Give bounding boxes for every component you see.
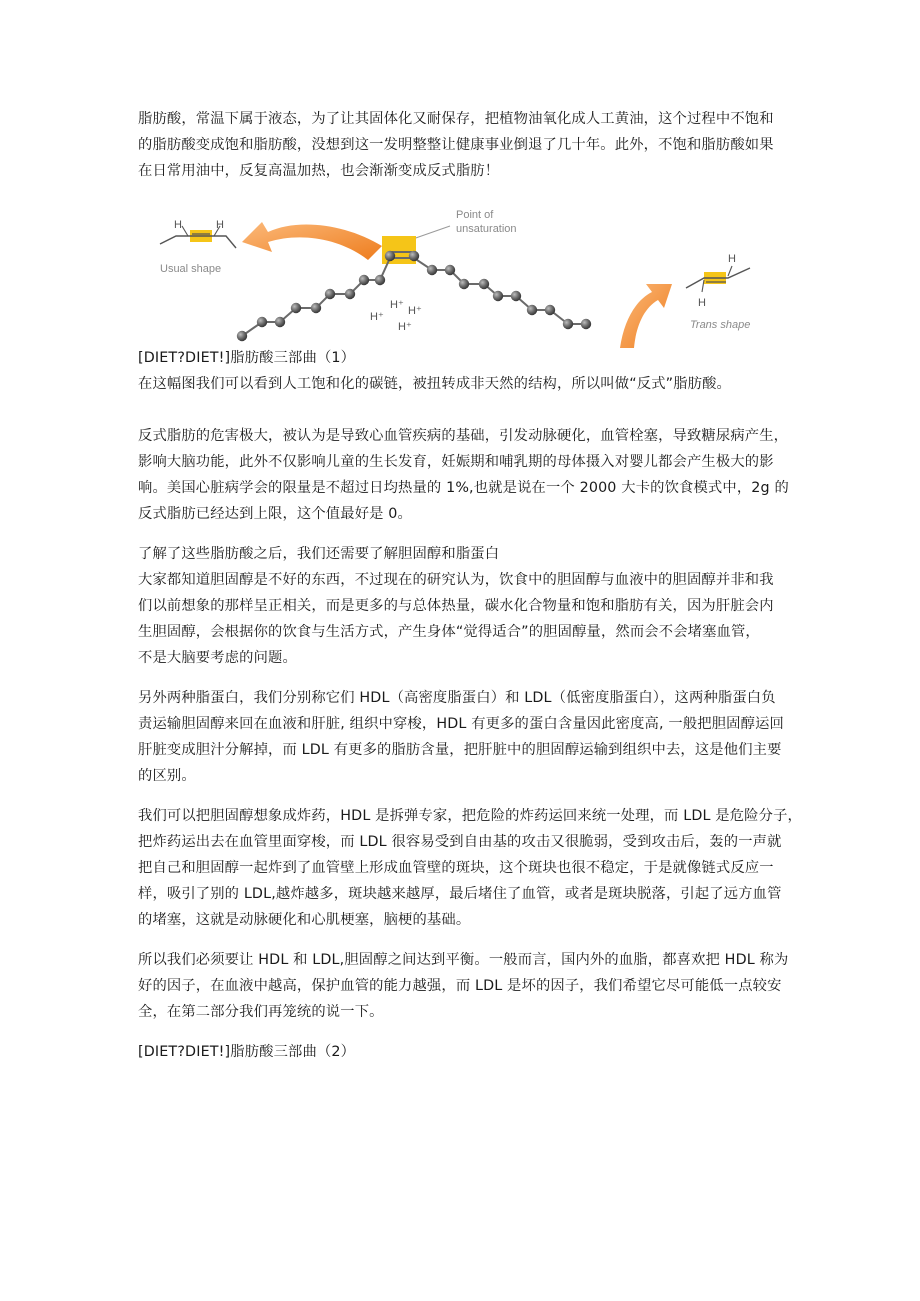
figure-caption-2 [138, 1039, 788, 1065]
text-line: 我们可以把胆固醇想象成炸药，HDL 是拆弹专家，把危险的炸药运回来统一处理，而 LDL 是危险分子， [138, 808, 802, 824]
hydrogen-label: H [728, 253, 736, 265]
paragraph-explosive-analogy [138, 803, 802, 933]
text-line: 把炸药运出去在血管里面穿梭，而 LDL 很容易受到自由基的攻击又很脆弱，受到攻击后，轰的一声就 [138, 834, 782, 850]
usual-shape-label: Usual shape [160, 263, 222, 275]
trans-shape-molecule [686, 253, 750, 331]
trans-fat-molecule-figure [150, 196, 780, 348]
paragraph-cholesterol [138, 541, 788, 671]
paragraph-intro [138, 106, 788, 184]
text-line: 生胆固醇，会根据你的饮食与生活方式，产生身体“觉得适合”的胆固醇量，然而会不会堵塞血管， [138, 624, 760, 640]
caption-text: [DIET?DIET!]脂肪酸三部曲（2） [138, 1044, 356, 1060]
hydrogen-label: H [174, 219, 182, 231]
text-line: 肝脏变成胆汁分解掉，而 LDL 有更多的脂肪含量，把肝脏中的胆固醇运输到组织中去，这是他们主要 [138, 742, 782, 758]
text-line: 所以我们必须要让 HDL 和 LDL,胆固醇之间达到平衡。一般而言，国内外的血脂，都喜欢把 HDL 称为 [138, 952, 789, 968]
text-line: 反式脂肪已经达到上限，这个值最好是 0。 [138, 506, 412, 522]
usual-shape-molecule [160, 219, 236, 275]
text-line: 了解了这些脂肪酸之后，我们还需要了解胆固醇和脂蛋白 [138, 546, 500, 562]
text-line: 的区别。 [138, 768, 196, 784]
text-line: 们以前想象的那样呈正相关，而是更多的与总体热量，碳水化合物量和饱和脂肪有关，因为肝脏会内 [138, 598, 774, 614]
figure-caption-1 [138, 345, 788, 397]
paragraph-trans-fat-harm [138, 423, 788, 527]
text-line: 样，吸引了别的 LDL,越炸越多，斑块越来越厚，最后堵住了血管，或者是斑块脱落，引起了远方血管 [138, 886, 782, 902]
text-line: 把自己和胆固醇一起炸到了血管壁上形成血管壁的斑块，这个斑块也很不稳定，于是就像链式反应一 [138, 860, 774, 876]
text-line: 大家都知道胆固醇是不好的东西，不过现在的研究认为，饮食中的胆固醇与血液中的胆固醇并非和我 [138, 572, 774, 588]
text-line: 全，在第二部分我们再笼统的说一下。 [138, 1004, 384, 1020]
hydrogen-ion-label: H⁺ [390, 299, 404, 311]
point-label-line1: Point of [456, 209, 494, 221]
point-label-line2: unsaturation [456, 223, 517, 235]
text-line: 好的因子，在血液中越高，保护血管的能力越强，而 LDL 是坏的因子，我们希望它尽可能低一点较安 [138, 978, 782, 994]
hydrogen-ion-label: H⁺ [408, 305, 422, 317]
text-line: 另外两种脂蛋白，我们分别称它们 HDL（高密度脂蛋白）和 LDL（低密度脂蛋白），这两种脂蛋白负 [138, 690, 776, 706]
text-line: 脂肪酸，常温下属于液态，为了让其固体化又耐保存，把植物油氧化成人工黄油，这个过程中不饱和 [138, 111, 774, 127]
orange-arrow-right [620, 284, 672, 348]
text-line: 责运输胆固醇来回在血液和肝脏, 组织中穿梭，HDL 有更多的蛋白含量因此密度高, 一般把胆固醇运回 [138, 716, 784, 732]
hydrogen-label: H [216, 219, 224, 231]
paragraph-trans-explanation: 在这幅图我们可以看到人工饱和化的碳链，被扭转成非天然的结构，所以叫做“反式”脂肪酸。 [138, 376, 731, 392]
hydrogen-ion-label: H⁺ [398, 321, 412, 333]
paragraph-lipoproteins [138, 685, 788, 789]
text-line: 响。美国心脏病学会的限量是不超过日均热量的 1%,也就是说在一个 2000 大卡的饮食模式中，2g 的 [138, 480, 789, 496]
hydrogen-label: H [698, 297, 706, 309]
carbon-atoms [237, 251, 591, 341]
orange-arrow-left [242, 222, 382, 260]
text-line: 反式脂肪的危害极大，被认为是导致心血管疾病的基础，引发动脉硬化，血管栓塞，导致糖尿病产生， [138, 428, 789, 444]
text-line: 在日常用油中，反复高温加热，也会渐渐变成反式脂肪！ [138, 163, 500, 179]
hydrogen-ion-label: H⁺ [370, 311, 384, 323]
caption-text: [DIET?DIET!]脂肪酸三部曲（1） [138, 350, 356, 366]
text-line: 影响大脑功能，此外不仅影响儿童的生长发育，妊娠期和哺乳期的母体摄入对婴儿都会产生极大的影 [138, 454, 774, 470]
text-line: 不是大脑要考虑的问题。 [138, 650, 297, 666]
text-line: 的堵塞，这就是动脉硬化和心肌梗塞，脑梗的基础。 [138, 912, 471, 928]
trans-shape-label: Trans shape [690, 319, 751, 331]
paragraph-balance [138, 947, 788, 1025]
carbon-chain-bonds [242, 258, 586, 336]
text-line: 的脂肪酸变成饱和脂肪酸，没想到这一发明整整让健康事业倒退了几十年。此外，不饱和脂肪酸如果 [138, 137, 774, 153]
